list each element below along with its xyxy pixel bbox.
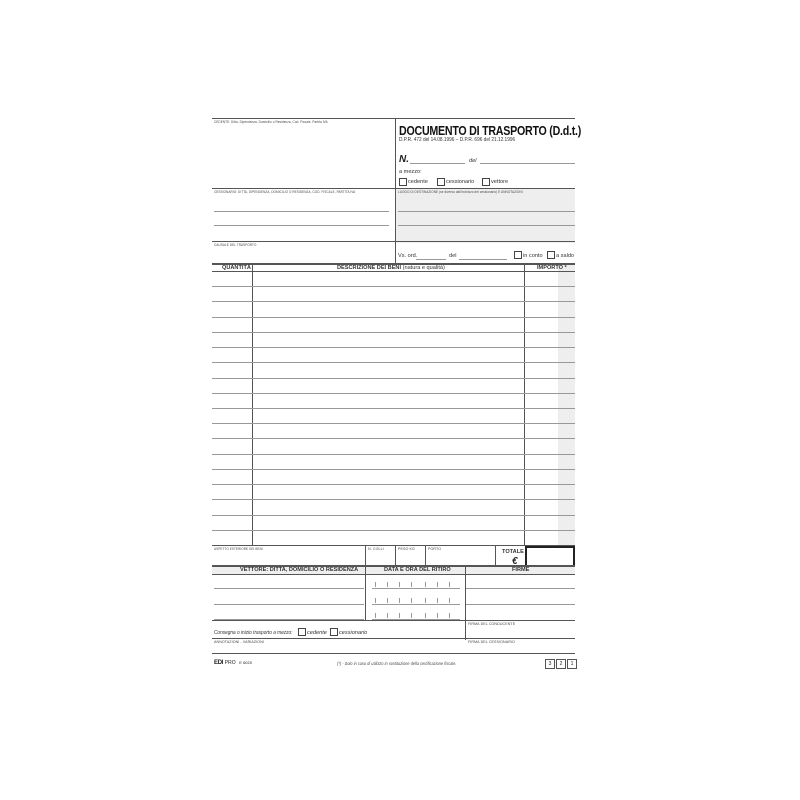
colli-divider: [365, 545, 366, 565]
form-bottom-border: [212, 653, 575, 654]
mezzo-cessionario-checkbox[interactable]: [437, 178, 445, 186]
firme-line-2[interactable]: [466, 604, 575, 605]
footnote: (*) - Solo in caso di utilizzo in sostituzione della certificazione fiscale.: [337, 661, 457, 666]
data-ora-tick: [411, 598, 412, 603]
cessionario-label: CESSIONARIO: DITTA, DIPENDENZA, DOMICILIO O RESIDENZA, COD. FISCALE, PARTITA IVA: [214, 190, 356, 194]
vettore-line-2[interactable]: [214, 604, 364, 605]
copy-box-1: 1: [567, 659, 577, 669]
col-importo-header: IMPORTO *: [537, 265, 567, 271]
goods-header-underline: [212, 271, 575, 272]
product-code: E 6020: [239, 660, 252, 665]
firme-line-1[interactable]: [466, 588, 575, 589]
aspetto-label: ASPETTO ESTERIORE DEI BENI: [214, 547, 263, 551]
goods-table-row[interactable]: [212, 393, 575, 394]
mezzo-vettore-label: vettore: [491, 179, 509, 185]
in-conto-checkbox[interactable]: [514, 251, 522, 259]
cedente-label: CEDENTE: Ditta, Dipendenza, Domicilio o Residenza, Cod. Fiscale, Partita IVA: [214, 120, 328, 124]
data-ora-tick: [399, 582, 400, 587]
data-ora-tick: [425, 613, 426, 618]
goods-table-row[interactable]: [212, 530, 575, 531]
firma-conducente-label: FIRMA DEL CONDUCENTE: [468, 622, 516, 626]
goods-table-row[interactable]: [212, 515, 575, 516]
firme-divider: [465, 565, 466, 640]
peso-label: PESO KG: [398, 547, 415, 551]
goods-table-row[interactable]: [212, 317, 575, 318]
goods-table-row[interactable]: [212, 454, 575, 455]
brand-name: EDI: [214, 660, 224, 666]
vettore-label: VETTORE: DITTA, DOMICILIO O RESIDENZA: [240, 567, 359, 573]
a-saldo-label: a saldo: [556, 253, 575, 259]
goods-table-row[interactable]: [212, 408, 575, 409]
vettore-header-underline: [212, 574, 575, 575]
data-ora-tick: [425, 598, 426, 603]
vs-ord-label: Vs. ord.: [398, 253, 418, 259]
col-descrizione-text: DESCRIZIONE DEI BENI: [337, 265, 402, 271]
luogo-shaded-area: [396, 189, 575, 243]
colli-label: N. COLLI: [368, 547, 384, 551]
consegna-cessionario-label: cessionario: [339, 630, 368, 636]
consegna-label: Consegna o inizio trasporto a mezzo:: [214, 630, 293, 636]
number-field[interactable]: [410, 163, 465, 164]
cessionario-line-2[interactable]: [214, 225, 389, 226]
goods-table-row[interactable]: [212, 301, 575, 302]
data-ora-tick: [411, 613, 412, 618]
cessionario-line-1[interactable]: [214, 211, 389, 212]
porto-label: PORTO: [428, 547, 442, 551]
annotazioni-top-border: [212, 638, 465, 639]
goods-table-row[interactable]: [212, 469, 575, 470]
data-ora-tick: [375, 613, 376, 618]
data-ora-tick: [449, 613, 450, 618]
data-ora-tick: [437, 598, 438, 603]
data-ora-tick: [399, 598, 400, 603]
totale-divider: [495, 545, 496, 565]
data-ora-tick: [425, 582, 426, 587]
goods-table-row[interactable]: [212, 362, 575, 363]
totale-field[interactable]: [525, 546, 575, 567]
goods-table-row[interactable]: [212, 423, 575, 424]
importo-divider: [524, 263, 525, 545]
data-ora-tick: [437, 613, 438, 618]
brand-suffix: PRO: [224, 660, 236, 666]
data-ora-tick: [375, 598, 376, 603]
luogo-line-1[interactable]: [398, 211, 575, 212]
goods-table-bottom-border: [212, 545, 575, 546]
a-saldo-checkbox[interactable]: [547, 251, 555, 259]
document-subtitle: D.P.R. 472 del 14.08.1996 – D.P.R. 696 del 21.12.1996: [399, 137, 516, 143]
data-ora-tick: [375, 582, 376, 587]
goods-table-row[interactable]: [212, 286, 575, 287]
data-ora-tick: [387, 613, 388, 618]
porto-divider: [425, 545, 426, 565]
data-ora-tick: [449, 582, 450, 587]
mezzo-cedente-label: cedente: [408, 179, 428, 185]
data-ora-tick: [437, 582, 438, 587]
data-ora-tick: [387, 582, 388, 587]
goods-table-row[interactable]: [212, 378, 575, 379]
causale-label: CAUSALE DEL TRASPORTO: [214, 243, 257, 247]
transport-document-form: [212, 118, 582, 678]
data-ora-field[interactable]: [372, 604, 460, 605]
goods-table-row[interactable]: [212, 499, 575, 500]
data-ora-tick: [449, 598, 450, 603]
data-ora-tick: [387, 598, 388, 603]
vs-ord-field[interactable]: [416, 259, 446, 260]
copy-box-2: 2: [556, 659, 566, 669]
goods-table-row[interactable]: [212, 484, 575, 485]
col-descrizione-suffix: (natura e qualità): [402, 265, 445, 271]
firma-cessionario-label: FIRMA DEL CESSIONARIO: [468, 640, 515, 644]
in-conto-label: in conto: [523, 253, 543, 259]
luogo-line-2[interactable]: [398, 225, 575, 226]
brand-logo: [214, 660, 252, 666]
data-ora-field[interactable]: [372, 588, 460, 589]
copy-box-3: 3: [545, 659, 555, 669]
goods-table-row[interactable]: [212, 438, 575, 439]
firme-label: FIRME: [512, 567, 530, 573]
goods-table-row[interactable]: [212, 332, 575, 333]
firma-conducente-line[interactable]: [465, 638, 575, 639]
vs-ord-date-field[interactable]: [459, 259, 507, 260]
mezzo-cedente-checkbox[interactable]: [399, 178, 407, 186]
col-quantita-header: QUANTITÀ: [222, 265, 251, 271]
number-label: N.: [399, 154, 409, 165]
peso-divider: [395, 545, 396, 565]
causale-top-border: [212, 241, 575, 242]
totale-label: TOTALE: [502, 549, 524, 555]
data-ora-label: DATA E ORA DEL RITIRO: [384, 567, 451, 573]
annotazioni-label: ANNOTAZIONI - VARIAZIONI: [214, 640, 264, 644]
mezzo-vettore-checkbox[interactable]: [482, 178, 490, 186]
mezzo-label: a mezzo:: [399, 169, 422, 175]
luogo-label: LUOGO DI DESTINAZIONE (se diverso dall'indirizzo del cessionario) E ANNOTAZIONI: [398, 190, 523, 194]
quantita-divider: [252, 263, 253, 545]
data-ora-tick: [411, 582, 412, 587]
mezzo-cessionario-label: cessionario: [446, 179, 475, 185]
form-top-border: [212, 118, 575, 119]
vs-ord-del-label: del: [449, 253, 457, 259]
vettore-line-1[interactable]: [214, 588, 364, 589]
data-ora-tick: [399, 613, 400, 618]
date-field[interactable]: [480, 163, 575, 164]
goods-table-row[interactable]: [212, 347, 575, 348]
document-title: DOCUMENTO DI TRASPORTO (D.d.t.): [399, 123, 582, 138]
date-label: del: [469, 158, 477, 164]
consegna-cedente-label: cedente: [307, 630, 327, 636]
consegna-cedente-checkbox[interactable]: [298, 628, 306, 636]
euro-symbol: €: [512, 556, 518, 567]
consegna-cessionario-checkbox[interactable]: [330, 628, 338, 636]
importo-shaded-column: [558, 265, 575, 545]
consegna-top-border: [212, 620, 575, 621]
